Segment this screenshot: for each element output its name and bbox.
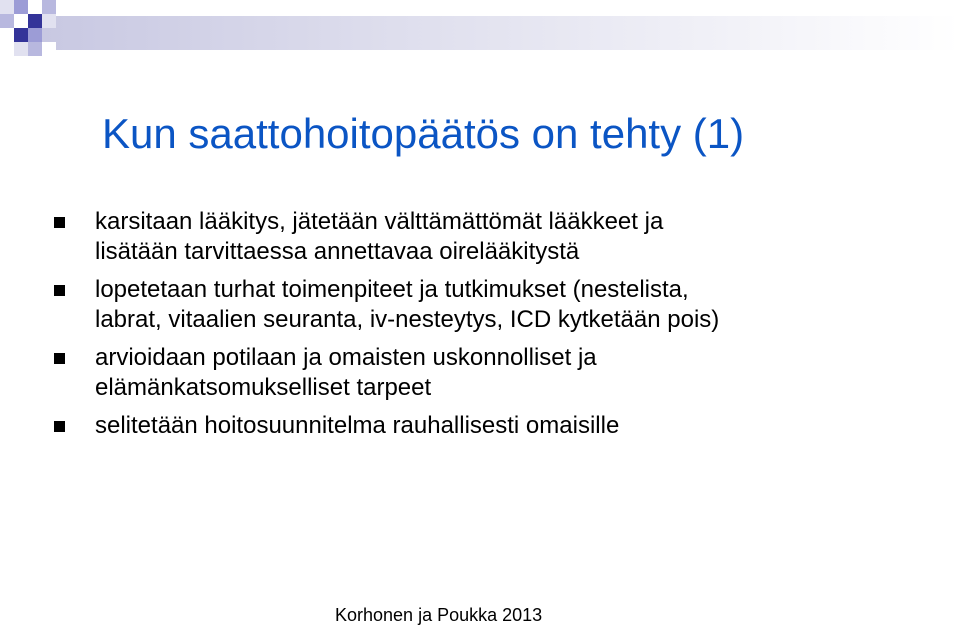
header-decoration xyxy=(0,0,960,60)
header-square xyxy=(28,0,42,14)
header-square xyxy=(14,14,28,28)
header-square xyxy=(28,28,42,42)
bullet-list xyxy=(54,207,934,449)
bullet-item xyxy=(54,207,934,267)
header-square xyxy=(42,0,56,14)
header-square xyxy=(28,14,42,28)
bullet-text-line: elämänkatsomukselliset tarpeet xyxy=(95,374,432,401)
header-square xyxy=(28,42,42,56)
header-square xyxy=(14,0,28,14)
bullet-item xyxy=(54,343,934,403)
bullet-text-line: arvioidaan potilaan ja omaisten uskonnolliset ja xyxy=(95,344,597,371)
bullet-text-line: selitetään hoitosuunnitelma rauhallisesti omaisille xyxy=(95,412,620,439)
header-square xyxy=(42,42,56,56)
square-bullet-icon xyxy=(54,217,65,228)
bullet-text-line: karsitaan lääkitys, jätetään välttämättömät lääkkeet ja xyxy=(95,208,664,235)
header-square xyxy=(0,14,14,28)
bullet-item xyxy=(54,411,934,441)
square-bullet-icon xyxy=(54,421,65,432)
header-square xyxy=(0,28,14,42)
square-bullet-icon xyxy=(54,353,65,364)
header-square xyxy=(42,14,56,28)
header-square xyxy=(14,42,28,56)
bullet-text-line: labrat, vitaalien seuranta, iv-nesteytys, ICD kytketään pois) xyxy=(95,306,720,333)
slide-title: Kun saattohoitopäätös on tehty (1) xyxy=(102,110,745,157)
header-square xyxy=(0,0,14,14)
header-square xyxy=(14,28,28,42)
slide-footer: Korhonen ja Poukka 2013 xyxy=(335,605,543,625)
bullet-text-line: lisätään tarvittaessa annettavaa oirelääkitystä xyxy=(95,238,580,265)
header-gradient-bar xyxy=(40,16,960,50)
bullet-item xyxy=(54,275,934,335)
bullet-text-line: lopetetaan turhat toimenpiteet ja tutkimukset (nestelista, xyxy=(95,276,689,303)
square-bullet-icon xyxy=(54,285,65,296)
